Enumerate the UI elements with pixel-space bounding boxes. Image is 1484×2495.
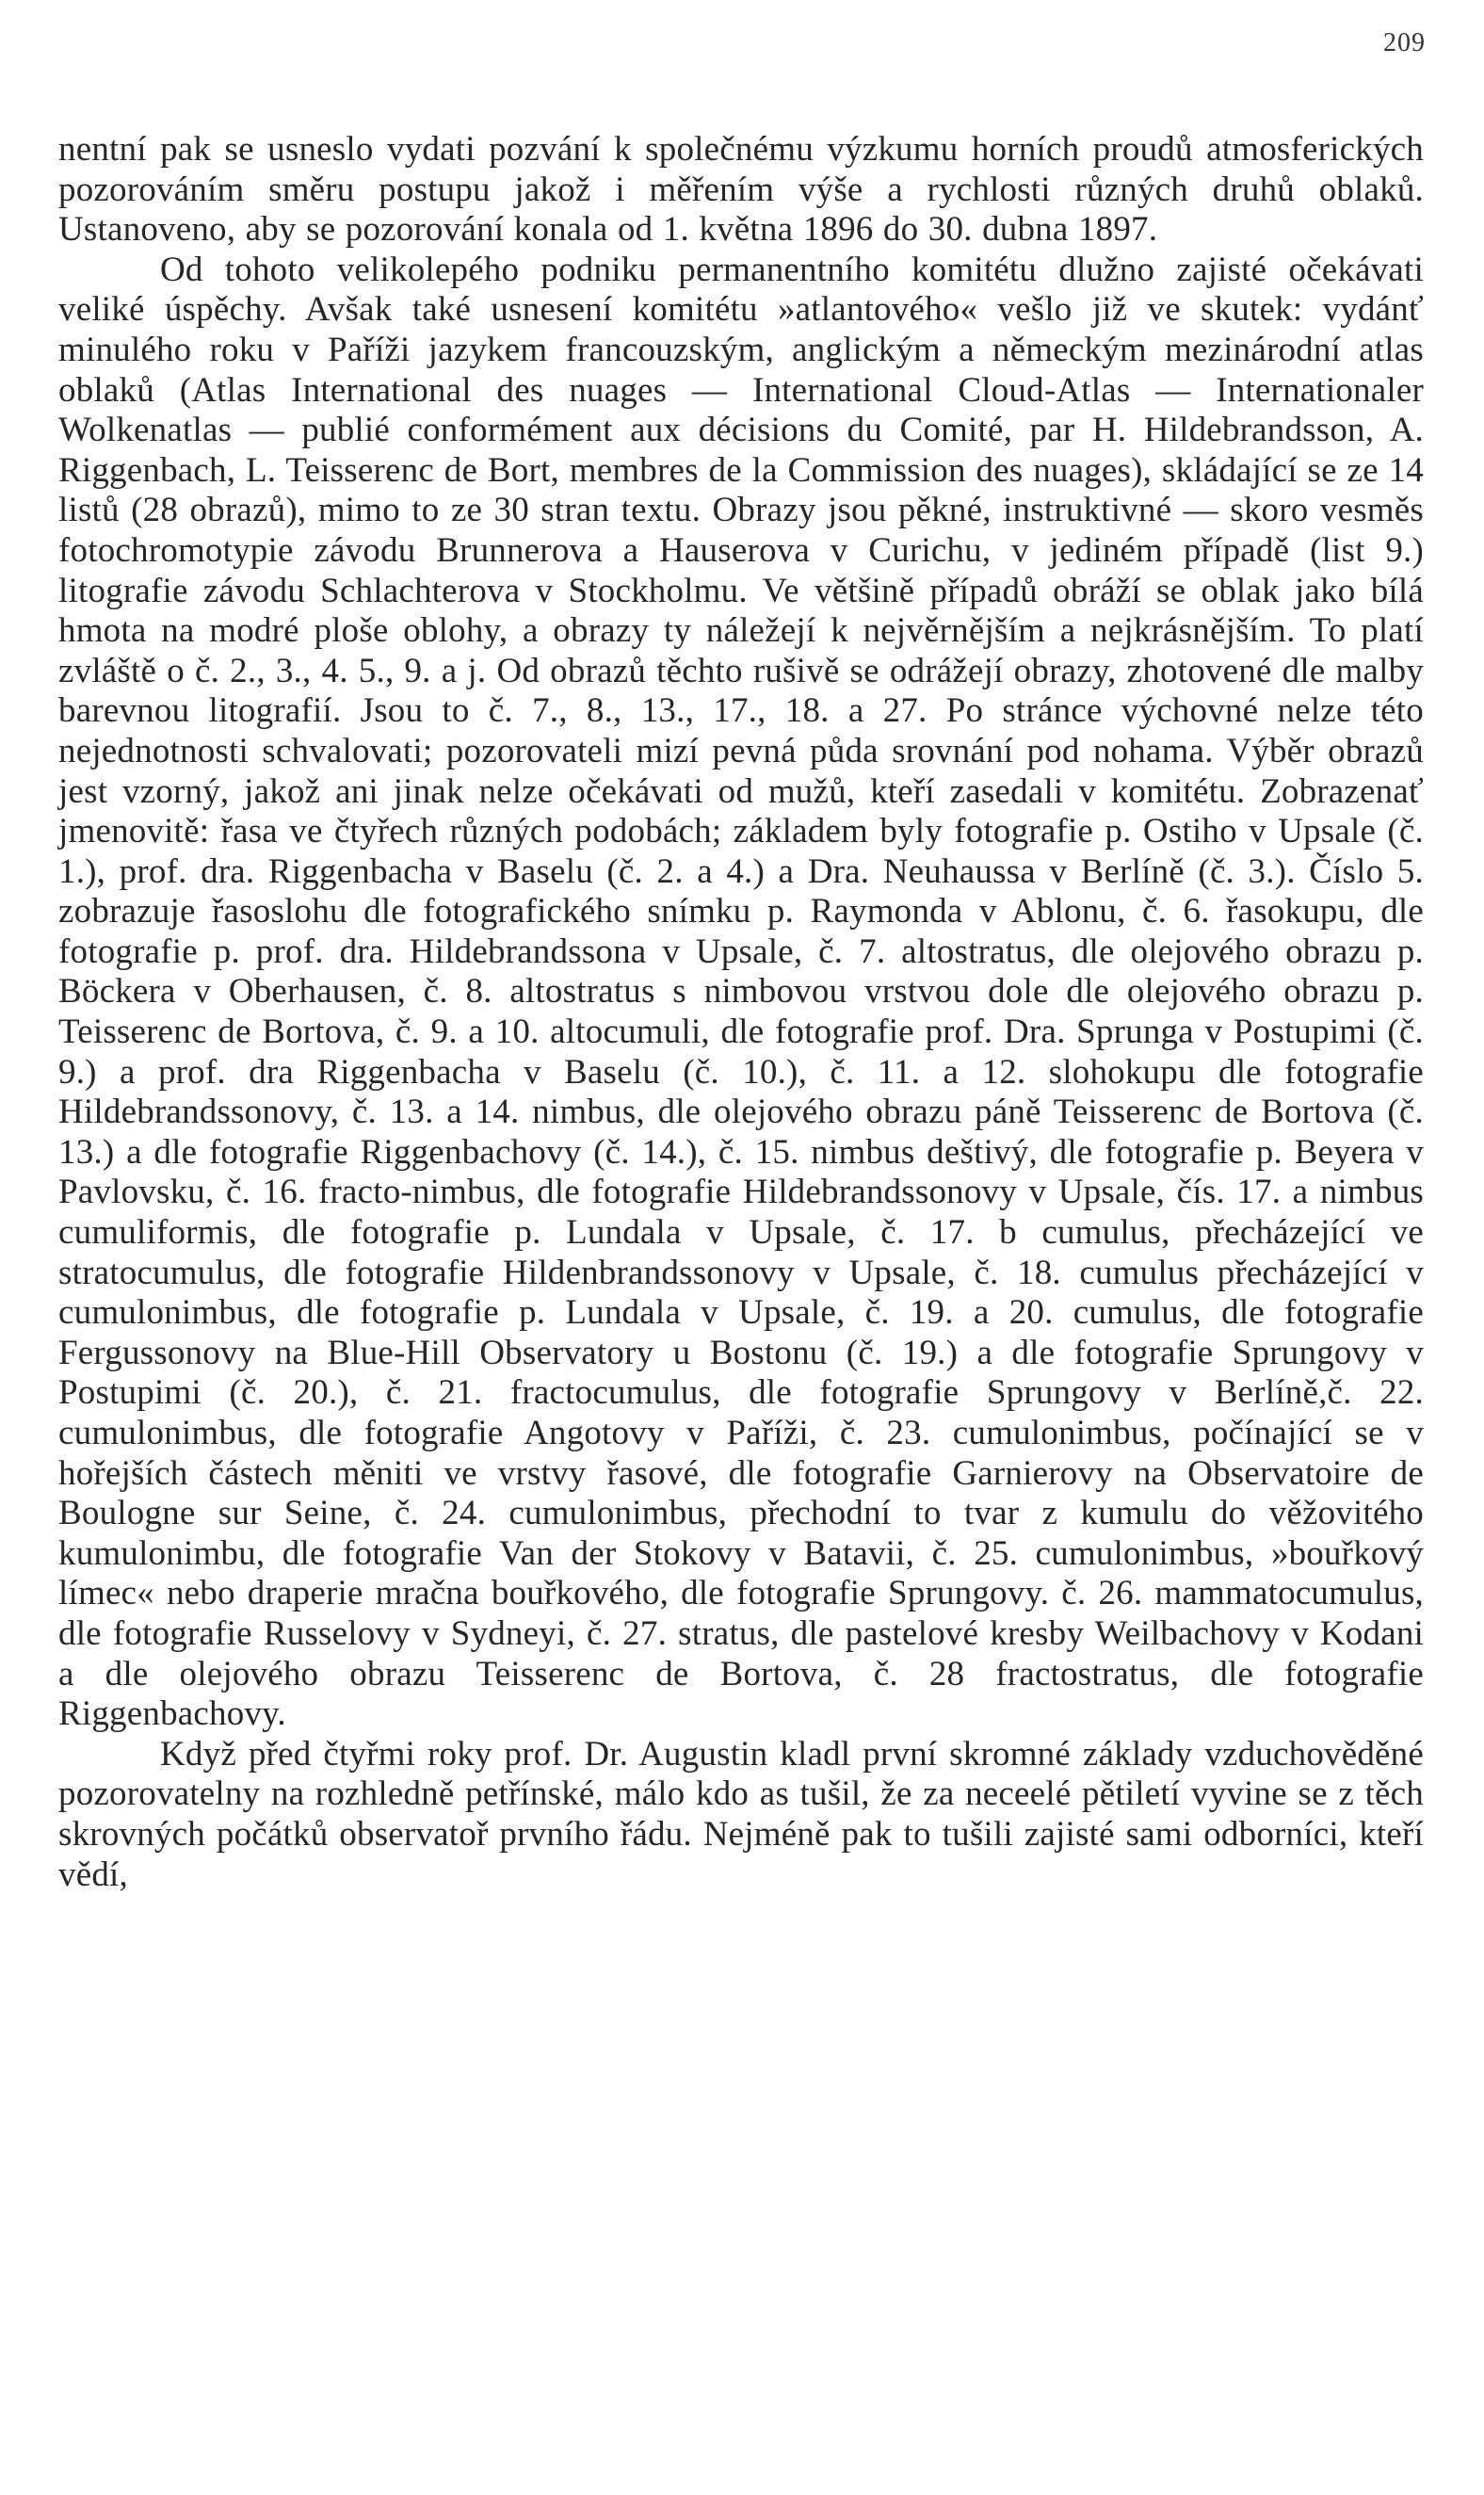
body-text	[58, 130, 1424, 1895]
paragraph-continuation: nentní pak se usneslo vydati pozvání k společnému výzkumu horních proudů atmosferických pozorováním směru postupu jakož i měřením výše a rychlosti různých druhů oblaků. Ustanoveno, aby se pozorování konala od 1. května 1896 do 30. dubna 1897.	[58, 130, 1424, 250]
paragraph-cloud-atlas: Od tohoto velikolepého podniku permanentního komitétu dlužno zajisté očekávati veliké úspěchy. Avšak také usnesení komitétu »atlantového« vešlo již ve skutek: vydánť minulého roku v Paříži jazykem francouzským, anglickým a německým mezinárodní atlas oblaků (Atlas International des nuages — International Cloud-Atlas — Internationaler Wolkenatlas — publié conformément aux décisions du Comité, par H. Hildebrandsson, A. Riggenbach, L. Teisserenc de Bort, membres de la Commission des nuages), skládající se ze 14 listů (28 obrazů), mimo to ze 30 stran textu. Obrazy jsou pěkné, instruktivné — skoro vesměs fotochromotypie závodu Brunnerova a Hauserova v Curichu, v jediném případě (list 9.) litografie závodu Schlachterova v Stockholmu. Ve většině případů obráží se oblak jako bílá hmota na modré ploše oblohy, a obrazy ty náležejí k nejvěrnějším a nejkrásnějším. To platí zvláště o č. 2., 3., 4. 5., 9. a j. Od obrazů těchto rušivě se odrážejí obrazy, zhotovené dle malby barevnou litografií. Jsou to č. 7., 8., 13., 17., 18. a 27. Po stránce výchovné nelze této nejednotnosti schvalovati; pozorovateli mizí pevná půda srovnání pod nohama. Výběr obrazů jest vzorný, jakož ani jinak nelze očekávati od mužů, kteří zasedali v komitétu. Zobrazenať jmenovitě: řasa ve čtyřech různých podobách; základem byly fotografie p. Ostiho v Upsale (č. 1.), prof. dra. Riggenbacha v Baselu (č. 2. a 4.) a Dra. Neuhaussa v Berlíně (č. 3.). Číslo 5. zobrazuje řasoslohu dle fotografického snímku p. Raymonda v Ablonu, č. 6. řasokupu, dle fotografie p. prof. dra. Hildebrandssona v Upsale, č. 7. altostratus, dle olejového obrazu p. Böckera v Oberhausen, č. 8. altostratus s nimbovou vrstvou dole dle olejového obrazu p. Teisserenc de Bortova, č. 9. a 10. altocumuli, dle fotografie prof. Dra. Sprunga v Postupimi (č. 9.) a prof. dra Riggenbacha v Baselu (č. 10.), č. 11. a 12. slohokupu dle fotografie Hildebrandssonovy, č. 13. a 14. nimbus, dle olejového obrazu páně Teisserenc de Bortova (č. 13.) a dle fotografie Riggenbachovy (č. 14.), č. 15. nimbus deštivý, dle fotografie p. Beyera v Pavlovsku, č. 16. fracto-nimbus, dle fotografie Hildebrandssonovy v Upsale, čís. 17. a nimbus cumuliformis, dle fotografie p. Lundala v Upsale, č. 17. b cumulus, přecházející ve stratocumulus, dle fotografie Hildenbrandssonovy v Upsale, č. 18. cumulus přecházející v cumulonimbus, dle fotografie p. Lundala v Upsale, č. 19. a 20. cumulus, dle fotografie Fergussonovy na Blue-Hill Observatory u Bostonu (č. 19.) a dle fotografie Sprungovy v Postupimi (č. 20.), č. 21. fractocumulus, dle fotografie Sprungovy v Berlíně,č. 22. cumulonimbus, dle fotografie Angotovy v Paříži, č. 23. cumulonimbus, počínající se v hořejších částech měniti ve vrstvy řasové, dle fotografie Garnierovy na Observatoire de Boulogne sur Seine, č. 24. cumulonimbus, přechodní to tvar z kumulu do věžovitého kumulonimbu, dle fotografie Van der Stokovy v Batavii, č. 25. cumulonimbus, »bouřkový límec« nebo draperie mračna bouřkového, dle fotografie Sprungovy. č. 26. mammatocumulus, dle fotografie Russelovy v Sydneyi, č. 27. stratus, dle pastelové kresby Weilbachovy v Kodani a dle olejového obrazu Teisserenc de Bortova, č. 28 fractostratus, dle fotografie Riggenbachovy.	[58, 250, 1424, 1734]
page-number: 209	[1383, 28, 1426, 57]
paragraph-observatory: Když před čtyřmi roky prof. Dr. Augustin kladl první skromné základy vzduchověděné pozorovatelny na rozhledně petřínské, málo kdo as tušil, že za neceelé pětiletí vyvine se z těch skrovných počátků observatoř prvního řádu. Nejméně pak to tušili zajisté sami odborníci, kteří vědí,	[58, 1734, 1424, 1894]
